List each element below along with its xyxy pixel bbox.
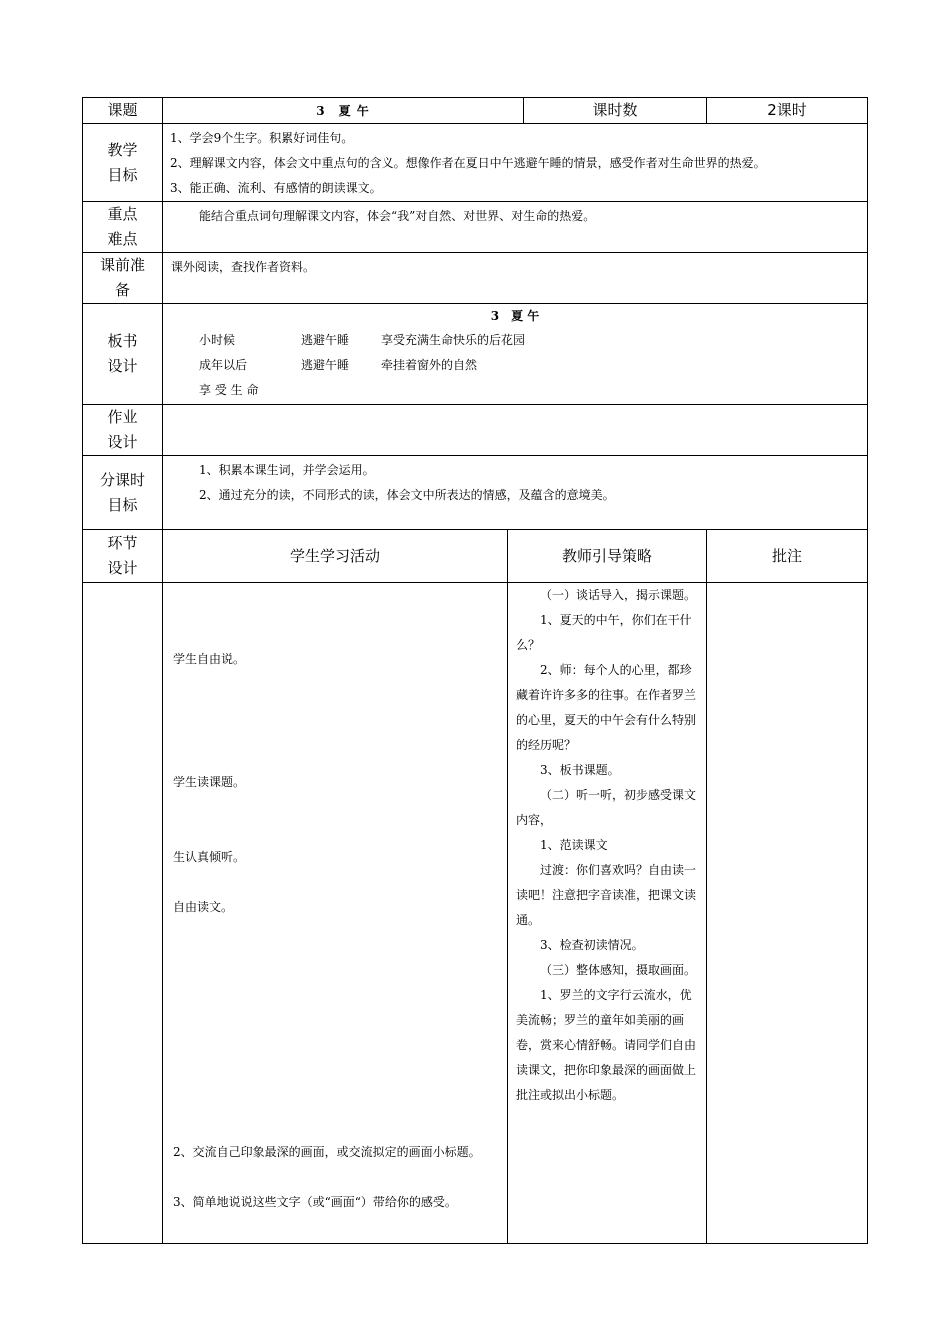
preparation-label-line: 课前准 <box>99 256 145 274</box>
teacher-column-header: 教师引导策略 <box>508 530 707 583</box>
notes-column-header: 批注 <box>707 530 868 583</box>
teacher-strategy: 1、夏天的中午，你们在干什么？ <box>516 613 692 652</box>
activity-body-row <box>83 583 868 1244</box>
goal-item: 3、能正确、流利、有感情的朗读课文。 <box>170 181 382 195</box>
topic-row <box>83 98 868 124</box>
homework-content <box>163 405 868 456</box>
sub-goals-label-line: 目标 <box>107 495 138 514</box>
homework-label-line: 设计 <box>107 433 138 451</box>
student-activity: 自由读文。 <box>173 900 234 914</box>
sub-goal-item: 1、积累本课生词，并学会运用。 <box>199 463 375 477</box>
teacher-strategy: （一）谈话导入，揭示课题。 <box>540 588 697 602</box>
teacher-strategy: 过渡：你们喜欢吗？自由读一读吧！注意把字音读准，把课文读通。 <box>516 863 697 927</box>
board-content <box>163 304 868 405</box>
key-points-label <box>83 202 163 253</box>
board-cell: 享 受 生 命 <box>199 383 259 397</box>
board-label-line: 设计 <box>107 357 138 375</box>
student-column-header: 学生学习活动 <box>163 530 508 583</box>
preparation-label <box>83 253 163 304</box>
stage-label-line: 设计 <box>107 559 138 577</box>
preparation-content: 课外阅读，查找作者资料。 <box>163 253 868 304</box>
board-cell: 成年以后 <box>199 358 248 372</box>
sub-goals-content <box>163 456 868 530</box>
teacher-strategy: （二）听一听，初步感受课文内容， <box>516 788 697 827</box>
sub-goals-label-line: 分课时 <box>99 470 145 489</box>
sub-goals-label <box>83 456 163 530</box>
homework-row <box>83 405 868 456</box>
goals-row <box>83 124 868 202</box>
board-row <box>83 304 868 405</box>
hours-value: 2课时 <box>707 98 868 124</box>
student-activity: 生认真倾听。 <box>173 850 246 864</box>
board-cell: 小时候 <box>199 333 236 347</box>
homework-label <box>83 405 163 456</box>
board-cell: 牵挂着窗外的自然 <box>381 358 478 372</box>
board-row-2 <box>163 353 867 378</box>
board-title: 3 夏 午 <box>490 309 540 323</box>
stage-cell <box>83 583 163 1244</box>
student-activity: 3、简单地说说这些文字（或“画面“）带给你的感受。 <box>173 1195 457 1209</box>
notes-cell <box>707 583 868 1244</box>
topic-value: 3 夏 午 <box>163 98 524 124</box>
teacher-strategy: 3、检查初读情况。 <box>540 938 644 952</box>
board-row-3 <box>163 378 867 403</box>
key-points-label-line: 重点 <box>107 205 138 223</box>
board-label <box>83 304 163 405</box>
key-points-row <box>83 202 868 253</box>
stage-label-line: 环节 <box>107 534 138 552</box>
board-row-1 <box>163 328 867 353</box>
homework-label-line: 作业 <box>107 408 138 426</box>
student-activity: 学生读课题。 <box>173 775 246 789</box>
goals-label-line: 目标 <box>107 165 138 184</box>
preparation-row <box>83 253 868 304</box>
key-points-label-line: 难点 <box>107 230 138 248</box>
teacher-strategy: 1、罗兰的文字行云流水，优美流畅；罗兰的童年如美丽的画卷，赏来心情舒畅。请同学们自由读课文，把你印象最深的画面做上批注或拟出小标题。 <box>516 988 697 1102</box>
teacher-strategy: 2、师：每个人的心里，都珍藏着许许多多的往事。在作者罗兰的心里，夏天的中午会有什么特别的经历呢？ <box>516 663 697 752</box>
teacher-strategy: 3、板书课题。 <box>540 763 620 777</box>
teacher-strategy: 1、范读课文 <box>540 838 608 852</box>
stage-label <box>83 530 163 583</box>
goal-item: 1、学会9个生字。积累好词佳句。 <box>170 131 354 145</box>
activity-header-row <box>83 530 868 583</box>
teacher-strategy: （三）整体感知，摄取画面。 <box>540 963 697 977</box>
board-cell: 逃避午睡 <box>301 358 350 372</box>
board-label-line: 板书 <box>107 332 138 350</box>
goal-item: 2、理解课文内容，体会文中重点句的含义。想像作者在夏日中午逃避午睡的情景，感受作者对生命世界的热爱。 <box>170 156 766 170</box>
student-activity: 学生自由说。 <box>173 652 246 666</box>
board-cell: 享受充满生命快乐的后花园 <box>381 333 526 347</box>
student-activity: 2、交流自己印象最深的画面，或交流拟定的画面小标题。 <box>173 1145 481 1159</box>
teacher-strategies-cell <box>508 583 707 1244</box>
topic-label: 课题 <box>83 98 163 124</box>
sub-goal-item: 2、通过充分的读，不同形式的读，体会文中所表达的情感，及蕴含的意境美。 <box>199 488 615 502</box>
goals-label-line: 教学 <box>107 140 138 159</box>
lesson-plan-table <box>82 97 868 1244</box>
hours-label: 课时数 <box>524 98 707 124</box>
student-activities-cell <box>163 583 508 1244</box>
student-activities <box>163 583 507 1243</box>
goals-content <box>163 124 868 202</box>
board-cell: 逃避午睡 <box>301 333 350 347</box>
key-points-content: 能结合重点词句理解课文内容，体会“我”对自然、对世界、对生命的热爱。 <box>163 202 868 253</box>
goals-label <box>83 124 163 202</box>
preparation-label-line: 备 <box>114 281 130 299</box>
sub-goals-row <box>83 456 868 530</box>
